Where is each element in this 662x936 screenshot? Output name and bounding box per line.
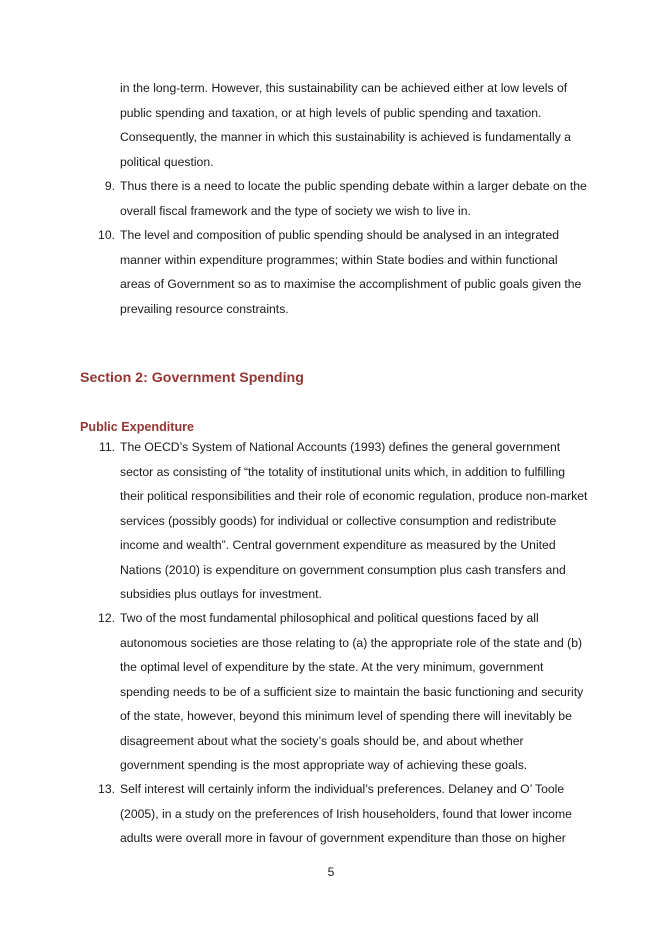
list-item-text: Two of the most fundamental philosophical and political questions faced by all autonomous societies are those relating to (a) the appropriate role of the state and (b) the optimal level of expenditure by the state. At the very minimum, government spending needs to be of a sufficient size to maintain the basic functioning and security of the state, however, beyond this minimum level of spending there will inevitably be disagreement about what the society’s goals should be, and about whether government spending is the most appropriate way of achieving these goals. (120, 611, 584, 772)
list-item-text: Thus there is a need to locate the public spending debate within a larger debate on the overall fiscal framework and the type of society we wish to live in. (120, 179, 587, 218)
sub-heading: Public Expenditure (80, 420, 195, 434)
list-item-text: The OECD’s System of National Accounts (1993) defines the general government sector as consisting of “the totality of institutional units which, in addition to fulfilling their political responsibilities and their role of economic regulation, produce non-market services (possibly goods) for individual or collective consumption and redistribute income and wealth”. Central government expenditure as measured by the United Nations (2010) is expenditure on government consumption plus cash transfers and subsidies plus outlays for investment. (120, 440, 588, 601)
list-item (80, 174, 590, 223)
list-item (80, 777, 590, 851)
list-item-number: 11. (98, 440, 115, 454)
list-item (80, 223, 590, 321)
list-item-number: 9. (104, 179, 115, 193)
paragraph-continuation: in the long-term. However, this sustainability can be achieved either at low levels of public spending and taxation, or at high levels of public spending and taxation. Consequently, the manner in which this sustainability is achieved is fundamentally a political question. (120, 81, 571, 169)
list-item-number: 13. (98, 782, 115, 796)
list-item (80, 606, 590, 778)
page-number: 5 (327, 865, 335, 879)
section-heading: Section 2: Government Spending (80, 370, 304, 386)
list-item-number: 10. (98, 228, 115, 242)
list-item-text: The level and composition of public spending should be analysed in an integrated manner within expenditure programmes; within State bodies and within functional areas of Government so as to maximise the accomplishment of public goals given the prevailing resource constraints. (120, 228, 582, 316)
list-item-number: 12. (98, 611, 115, 625)
list-item-text: Self interest will certainly inform the individual’s preferences. Delaney and O’ Toole (2005), in a study on the preferences of Irish householders, found that lower income adults were overall more in favour of government expenditure than those on higher (120, 782, 572, 845)
list-item (80, 435, 590, 607)
